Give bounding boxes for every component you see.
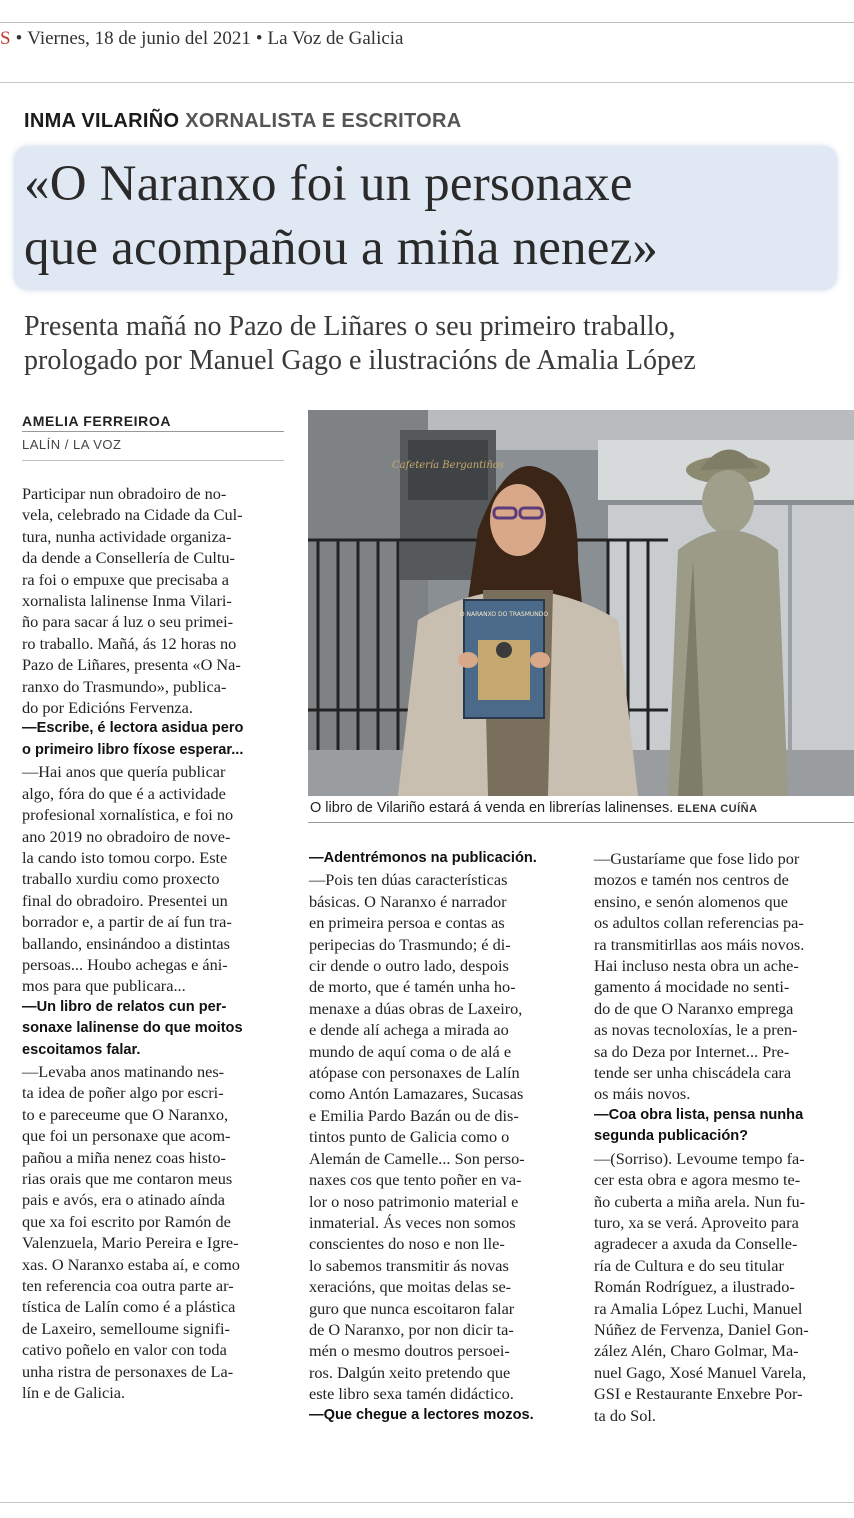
book-cover-text: O NARANXO DO TRASMUNDO [459,611,549,618]
body-text-line: la cando isto tomou corpo. Este [22,847,228,867]
body-text-line: Participar nun obradoiro de no- [22,484,227,503]
body-text-line: mozos e tamén nos centros de [594,870,789,890]
body-text-line: xornalista lalinense Inma Vilari- [22,591,232,611]
body-text-line: atópase con personaxes de Lalín [309,1063,520,1083]
kicker-role: XORNALISTA E ESCRITORA [185,110,462,132]
interview-question-line: —Escribe, é lectora asidua pero [22,720,244,737]
body-text-line: xeracións, que moitas delas se- [309,1277,512,1297]
body-text-line: sa do Deza por Internet... Pre- [594,1041,790,1061]
body-text-line: ta idea de poñer algo por escri- [22,1083,224,1103]
interview-question-line: o primeiro libro fíxose esperar... [22,741,244,758]
folio-date: Viernes, 18 de junio del 2021 [27,28,251,49]
body-text-line: os adultos collan referencias pa- [594,913,804,933]
photo-caption [310,800,758,816]
body-text-line: traballo xurdiu como proxecto [22,869,220,889]
interview-question-line: segunda publicación? [594,1128,749,1145]
body-text-line: final do obradoiro. Presentei un [22,890,228,910]
caption-text: O libro de Vilariño estará á venda en librerías lalinenses. [310,800,674,816]
body-text-line: pañou a miña nenez coas histo- [22,1147,226,1167]
body-text-line: e Emilia Pardo Bazán ou de dis- [309,1105,519,1125]
body-text-line: Alemán de Camelle... Son perso- [309,1148,525,1168]
body-text-line: Núñez de Fervenza, Daniel Gon- [594,1319,809,1339]
body-text-line: GSI e Restaurante Enxebre Por- [594,1384,803,1404]
folio-mark: S [0,28,11,49]
body-text-line: persoas... Houbo achegas e áni- [22,954,228,974]
body-text-line: cativo poñelo en valor con toda [22,1340,227,1360]
byline-rule [22,460,284,461]
body-text-line: ros. Dalgún xeito pretendo que [309,1362,511,1382]
body-text-line: ra transmitirllas aos máis novos. [594,934,805,954]
body-text-line: de O Naranxo, por non dicir ta- [309,1319,514,1339]
body-text-line: lo sabemos transmitir ás novas [309,1255,509,1275]
body-text-line: cer esta obra e agora mesmo te- [594,1170,801,1190]
body-text-line: este libro sexa tamén didáctico. [309,1384,514,1404]
body-text-line: ta do Sol. [594,1405,656,1425]
body-text-line: gamento á mocidade no senti- [594,977,790,997]
body-text-line: do por Edicións Fervenza. [22,698,193,718]
body-text-line: —Hai anos que quería publicar [22,762,226,782]
body-text-line: conscientes do noso e non lle- [309,1234,505,1254]
kicker [24,110,461,133]
body-text-line: turo, xa se verá. Aproveito para [594,1212,799,1232]
body-text-line: mundo de aquí coma o de alá e [309,1041,512,1061]
body-text-line: as novas tecnoloxías, le a pren- [594,1020,798,1040]
byline: AMELIA FERREIROA [22,413,172,429]
body-text-line: básicas. O Naranxo é narrador [309,891,507,911]
body-text-line: pais e avós, era o atinado aínda [22,1190,225,1210]
body-text-line: menaxe a dúas obras de Laxeiro, [309,998,523,1018]
body-column-3 [594,848,854,1426]
headline [24,152,658,280]
body-text-line: profesional xornalística, e foi no [22,805,234,825]
bottom-rule [0,1502,854,1503]
body-text-line: to e pareceume que O Naranxo, [22,1104,229,1124]
body-text-line: ranxo do Trasmundo», publica- [22,676,227,696]
subheadline [24,310,696,378]
body-text-line: Román Rodríguez, a ilustrado- [594,1277,795,1297]
header-rule [0,82,854,83]
body-text-line: tintos punto de Galicia como o [309,1127,510,1147]
interview-question-line: —Adentrémonos na publicación. [309,850,537,866]
body-text-line: do de que O Naranxo emprega [594,998,794,1018]
body-text-line: de Laxeiro, semelloume signifi- [22,1318,230,1338]
headline-line: «O Naranxo foi un personaxe [24,156,633,212]
body-text-line: ño para sacar á luz o seu primei- [22,612,234,632]
caption-rule [308,822,854,823]
photo-credit: ELENA CUÍÑA [677,803,758,815]
headline-line: que acompañou a miña nenez» [24,220,659,276]
body-text-line: borrador e, a partir de aí fun tra- [22,912,232,932]
interview-question-line: sonaxe lalinense do que moitos [22,1020,243,1037]
body-text-line: nuel Gago, Xosé Manuel Varela, [594,1362,807,1382]
byline-rule [22,431,284,432]
body-text-line: agradecer a axuda da Conselle- [594,1234,798,1254]
body-text-line: que foi un personaxe que acom- [22,1126,231,1146]
body-text-line: de morto, que é tamén unha ho- [309,977,516,997]
page-folio [0,28,404,50]
body-text-line: naxes cos que tento poñer en va- [309,1170,522,1190]
body-text-line: —Pois ten dúas características [309,870,508,890]
body-text-line: mos para que publicara... [22,976,186,996]
body-text-line: ra Amalia López Luchi, Manuel [594,1298,803,1318]
body-text-line: ño cuberta a miña arela. Nun fu- [594,1191,806,1211]
body-text-line: ra foi o empuxe que precisaba a [22,569,230,589]
interview-question-line: —Que chegue a lectores mozos. [309,1406,534,1423]
folio-paper: La Voz de Galicia [267,28,404,49]
body-text-line: ten referencia coa outra parte ar- [22,1276,234,1296]
body-text-line: Valenzuela, Mario Pereira e Igre- [22,1233,239,1253]
dateline: LALÍN / LA VOZ [22,437,122,452]
body-text-line: ensino, e senón alomenos que [594,891,788,911]
body-text-line: ballando, ensinándoo a distintas [22,933,230,953]
photo-illustration [308,410,854,796]
interview-question-line: —Coa obra lista, pensa nunha [594,1106,804,1123]
subhead-line: Presenta mañá no Pazo de Liñares o seu primeiro traballo, [24,311,676,342]
body-text-line: tende ser unha chiscádela cara [594,1063,792,1083]
body-text-line: Pazo de Liñares, presenta «O Na- [22,655,241,675]
body-text-line: os máis novos. [594,1084,691,1104]
interview-question-line: —Un libro de relatos cun per- [22,998,227,1015]
body-text-line: inmaterial. Ás veces non somos [309,1212,516,1232]
body-text-line: zález Alén, Charo Golmar, Ma- [594,1341,799,1361]
body-text-line: lor o noso patrimonio material e [309,1191,519,1211]
body-text-line: xas. O Naranxo estaba aí, e como [22,1254,240,1274]
body-text-line: da dende a Consellería de Cultu- [22,548,235,568]
body-text-line: ano 2019 no obradoiro de nove- [22,826,231,846]
body-column-1 [22,483,286,1403]
body-text-line: —(Sorriso). Levoume tempo fa- [594,1148,805,1168]
body-text-line: algo, fóra do que é a actividade [22,783,226,803]
body-text-line: ría de Cultura e do seu titular [594,1255,784,1275]
body-column-2 [309,848,573,1426]
body-text-line: como Antón Lamazares, Sucasas [309,1084,524,1104]
body-text-line: peripecias do Trasmundo; é di- [309,934,511,954]
body-text-line: tística de Lalín como é a plástica [22,1297,236,1317]
body-text-line: mén o mesmo doutros persoei- [309,1341,510,1361]
body-text-line: Hai incluso nesta obra un ache- [594,956,799,976]
body-text-line: ro traballo. Mañá, ás 12 horas no [22,633,237,653]
body-text-line: vela, celebrado na Cidade da Cul- [22,505,243,525]
body-text-line: —Gustaríame que fose lido por [594,849,800,868]
body-text-line: en primeira persoa e contas as [309,913,505,933]
body-text-line: que xa foi escrito por Ramón de [22,1211,231,1231]
folio-separator-dot: • [255,28,263,49]
interview-question-line: escoitamos falar. [22,1041,141,1058]
body-text-line: —Levaba anos matinando nes- [22,1061,225,1081]
body-text-line: guro que nunca escoitaron falar [309,1298,515,1318]
body-text-line: unha ristra de personaxes de La- [22,1361,234,1381]
top-rule [0,22,854,23]
book-cover [458,600,550,718]
subhead-line: prologado por Manuel Gago e ilustracións de Amalia López [24,345,696,376]
article-photo [308,410,854,796]
body-text-line: rias orais que me contaron meus [22,1169,233,1188]
body-text-line: cir dende o outro lado, despois [309,956,509,976]
body-text-line: e dende alí achega a mirada ao [309,1020,509,1040]
folio-separator-dot: • [15,28,23,49]
body-text-line: lín e de Galicia. [22,1383,126,1403]
shop-sign-text: Cafetería Bergantiños [392,460,504,471]
kicker-name: INMA VILARIÑO [24,110,180,132]
body-text-line: tura, nunha actividade organiza- [22,526,232,546]
